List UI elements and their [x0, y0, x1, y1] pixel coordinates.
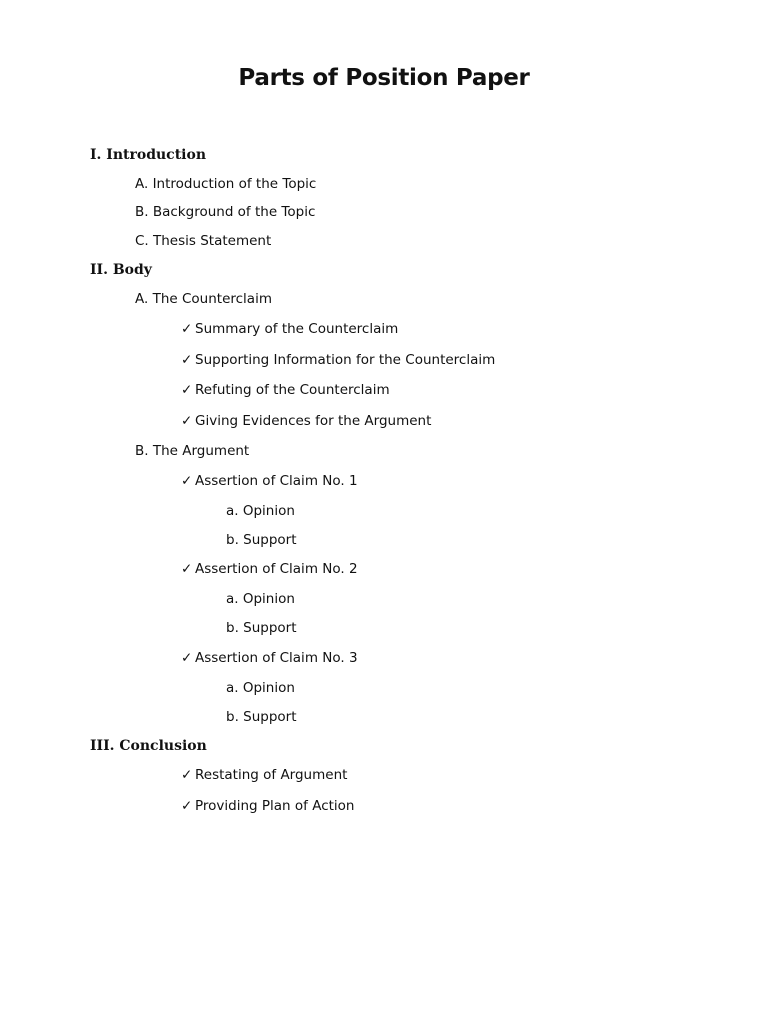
check-icon: ✓	[181, 382, 193, 398]
subsection-argument: B. The Argument	[135, 443, 250, 459]
section-heading-introduction: I. Introduction	[90, 147, 206, 163]
checklist-item-label: Providing Plan of Action	[195, 798, 355, 814]
checklist-item	[181, 797, 355, 815]
checklist-item-label: Assertion of Claim No. 2	[195, 561, 358, 577]
list-item: A. Introduction of the Topic	[135, 176, 317, 192]
checklist-item	[181, 649, 358, 667]
check-icon: ✓	[181, 413, 193, 429]
page-title: Parts of Position Paper	[238, 65, 530, 91]
checklist-item-label: Assertion of Claim No. 3	[195, 650, 358, 666]
sub-list-item: b. Support	[226, 532, 297, 548]
list-item: B. Background of the Topic	[135, 204, 316, 220]
checklist-item	[181, 560, 358, 578]
checklist-item-label: Supporting Information for the Counterclaim	[195, 352, 496, 368]
check-icon: ✓	[181, 767, 193, 783]
sub-list-item: b. Support	[226, 709, 297, 725]
sub-list-item: a. Opinion	[226, 503, 295, 519]
subsection-counterclaim: A. The Counterclaim	[135, 291, 272, 307]
checklist-item	[181, 766, 347, 784]
check-icon: ✓	[181, 561, 193, 577]
sub-list-item: a. Opinion	[226, 680, 295, 696]
check-icon: ✓	[181, 352, 193, 368]
check-icon: ✓	[181, 650, 193, 666]
check-icon: ✓	[181, 473, 193, 489]
checklist-item	[181, 412, 431, 430]
check-icon: ✓	[181, 321, 193, 337]
checklist-item-label: Restating of Argument	[195, 767, 348, 783]
checklist-item	[181, 472, 358, 490]
check-icon: ✓	[181, 798, 193, 814]
section-heading-body: II. Body	[90, 262, 152, 278]
checklist-item-label: Assertion of Claim No. 1	[195, 473, 358, 489]
section-heading-conclusion: III. Conclusion	[90, 738, 207, 754]
checklist-item-label: Refuting of the Counterclaim	[195, 382, 390, 398]
checklist-item-label: Giving Evidences for the Argument	[195, 413, 432, 429]
sub-list-item: a. Opinion	[226, 591, 295, 607]
list-item: C. Thesis Statement	[135, 233, 272, 249]
sub-list-item: b. Support	[226, 620, 297, 636]
checklist-item-label: Summary of the Counterclaim	[195, 321, 399, 337]
checklist-item	[181, 381, 390, 399]
checklist-item	[181, 351, 495, 369]
checklist-item	[181, 320, 398, 338]
